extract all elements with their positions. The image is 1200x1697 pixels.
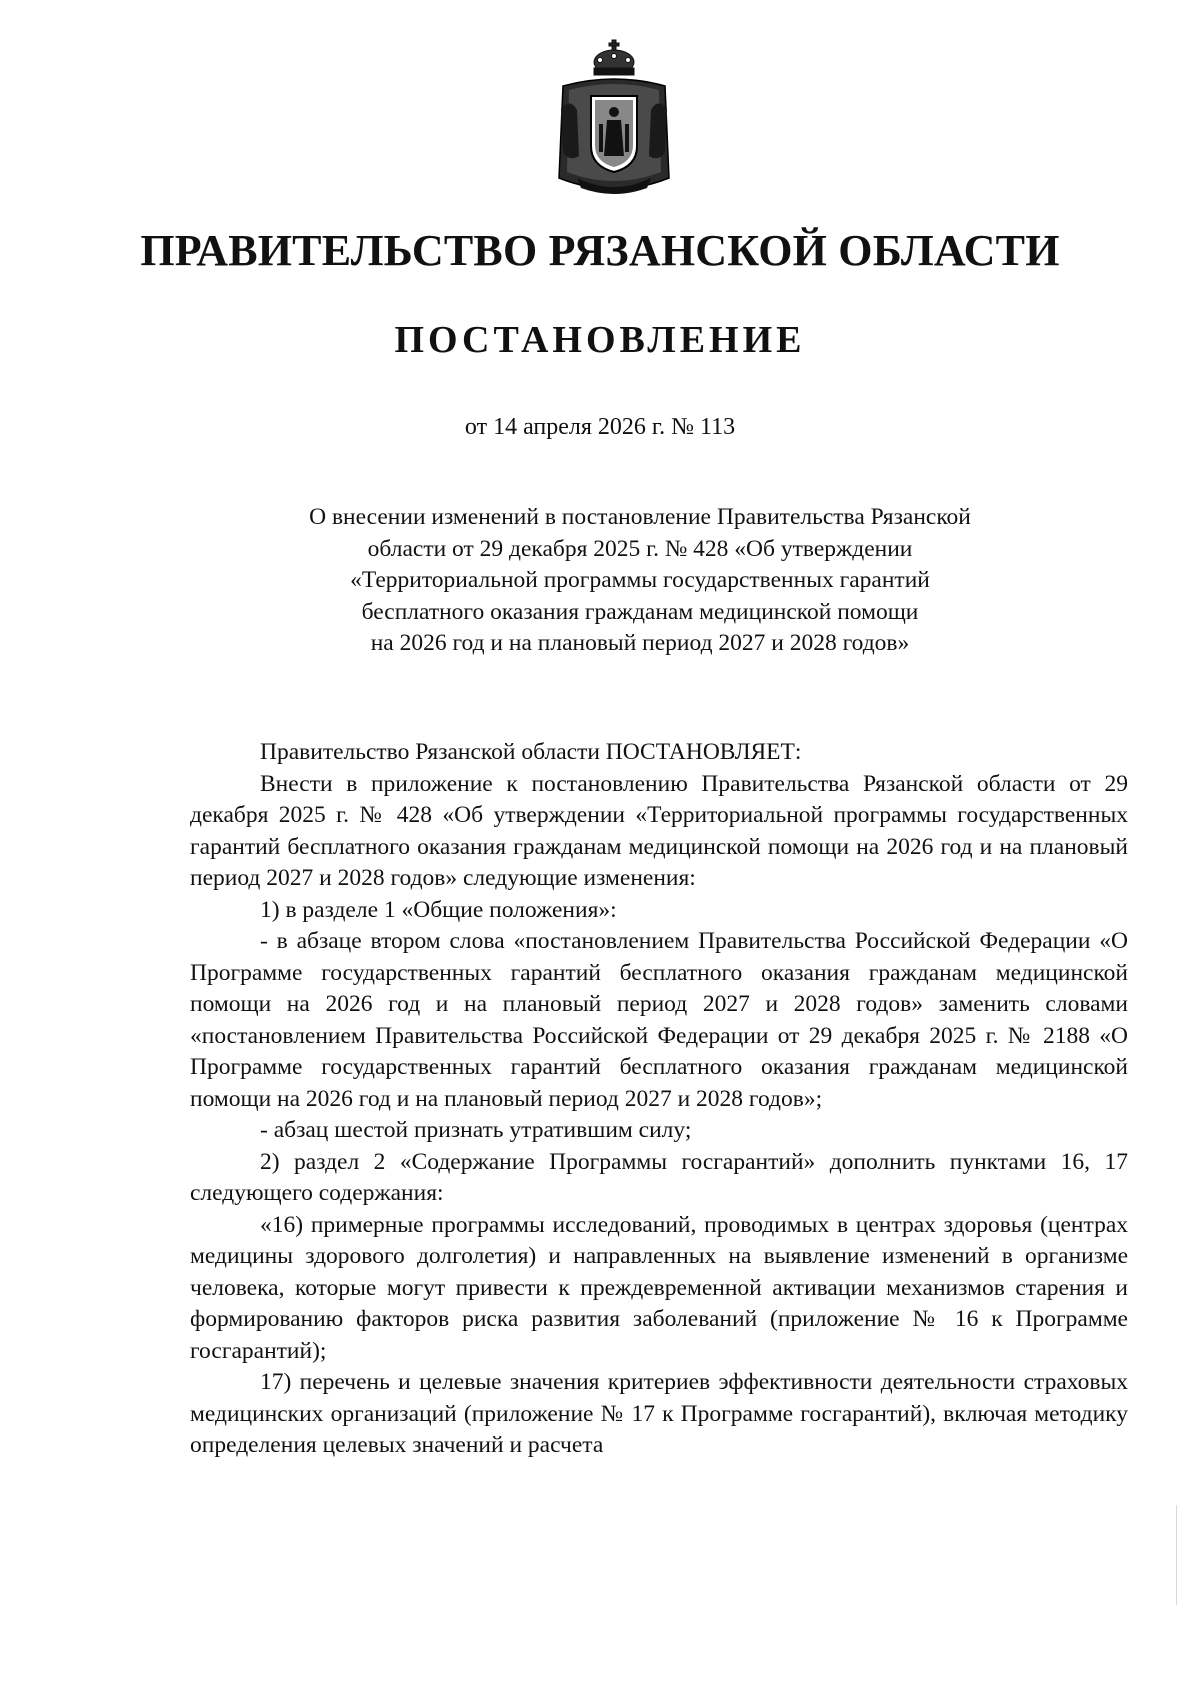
scan-artifact-line bbox=[1176, 1505, 1177, 1605]
document-type: ПОСТАНОВЛЕНИЕ bbox=[394, 319, 806, 361]
body-paragraph-point-17: 17) перечень и целевые значения критериев эффективности деятельности страховых медицинских организаций (приложение № 17 к Программе госгарантий), включая методику определения целевых значений и расчета bbox=[190, 1369, 1128, 1458]
subject-line: «Территориальной программы государственных гарантий bbox=[350, 567, 930, 593]
document-date-number: от 14 апреля 2026 г. № 113 bbox=[464, 414, 736, 440]
subject-line: бесплатного оказания гражданам медицинской помощи bbox=[361, 598, 919, 625]
document-body bbox=[190, 737, 1128, 1462]
subject-line: области от 29 декабря 2025 г. № 428 «Об утверждении bbox=[367, 535, 913, 562]
subject-line: на 2026 год и на плановый период 2027 и 2028 годов» bbox=[370, 630, 910, 656]
organization-title: ПРАВИТЕЛЬСТВО РЯЗАНСКОЙ ОБЛАСТИ bbox=[140, 226, 1060, 275]
document-subject bbox=[250, 502, 1030, 660]
body-paragraph-item-1-a: - в абзаце втором слова «постановлением Правительства Российской Федерации «О Программе государственных гарантий бесплатного оказания гражданам медицинской помощи на 2026 год и на плановый период 2027 и 2028 годов» заменить словами «постановлением Правительства Российской Федерации от 29 декабря 2025 г. № 2188 «О Программе государственных гарантий бесплатного оказания гражданам медицинской помощи на 2026 год и на плановый период 2027 и 2028 годов»; bbox=[190, 928, 1128, 1112]
body-paragraph-amend-intro: Внести в приложение к постановлению Правительства Рязанской области от 29 декабря 2025 г. № 428 «Об утверждении «Территориальной программы государственных гарантий бесплатного оказания гражданам медицинской помощи на 2026 год и на плановый период 2027 и 2028 годов» следующие изменения: bbox=[190, 770, 1128, 891]
subject-line: О внесении изменений в постановление Правительства Рязанской bbox=[309, 504, 971, 530]
body-paragraph-resolves: Правительство Рязанской области ПОСТАНОВЛЯЕТ: bbox=[260, 739, 802, 765]
body-paragraph-item-2: 2) раздел 2 «Содержание Программы госгарантий» дополнить пунктами 16, 17 следующего содержания: bbox=[190, 1148, 1128, 1206]
body-paragraph-item-1-b: - абзац шестой признать утратившим силу; bbox=[260, 1117, 692, 1143]
coat-of-arms-emblem bbox=[555, 38, 673, 200]
body-paragraph-point-16: «16) примерные программы исследований, проводимых в центрах здоровья (центрах медицины здорового долголетия) и направленных на выявление изменений в организме человека, которые могут привести к преждевременной активации механизмов старения и формированию факторов риска развития заболеваний (приложение № 16 к Программе госгарантий); bbox=[190, 1211, 1128, 1364]
body-paragraph-item-1: 1) в разделе 1 «Общие положения»: bbox=[260, 896, 617, 923]
